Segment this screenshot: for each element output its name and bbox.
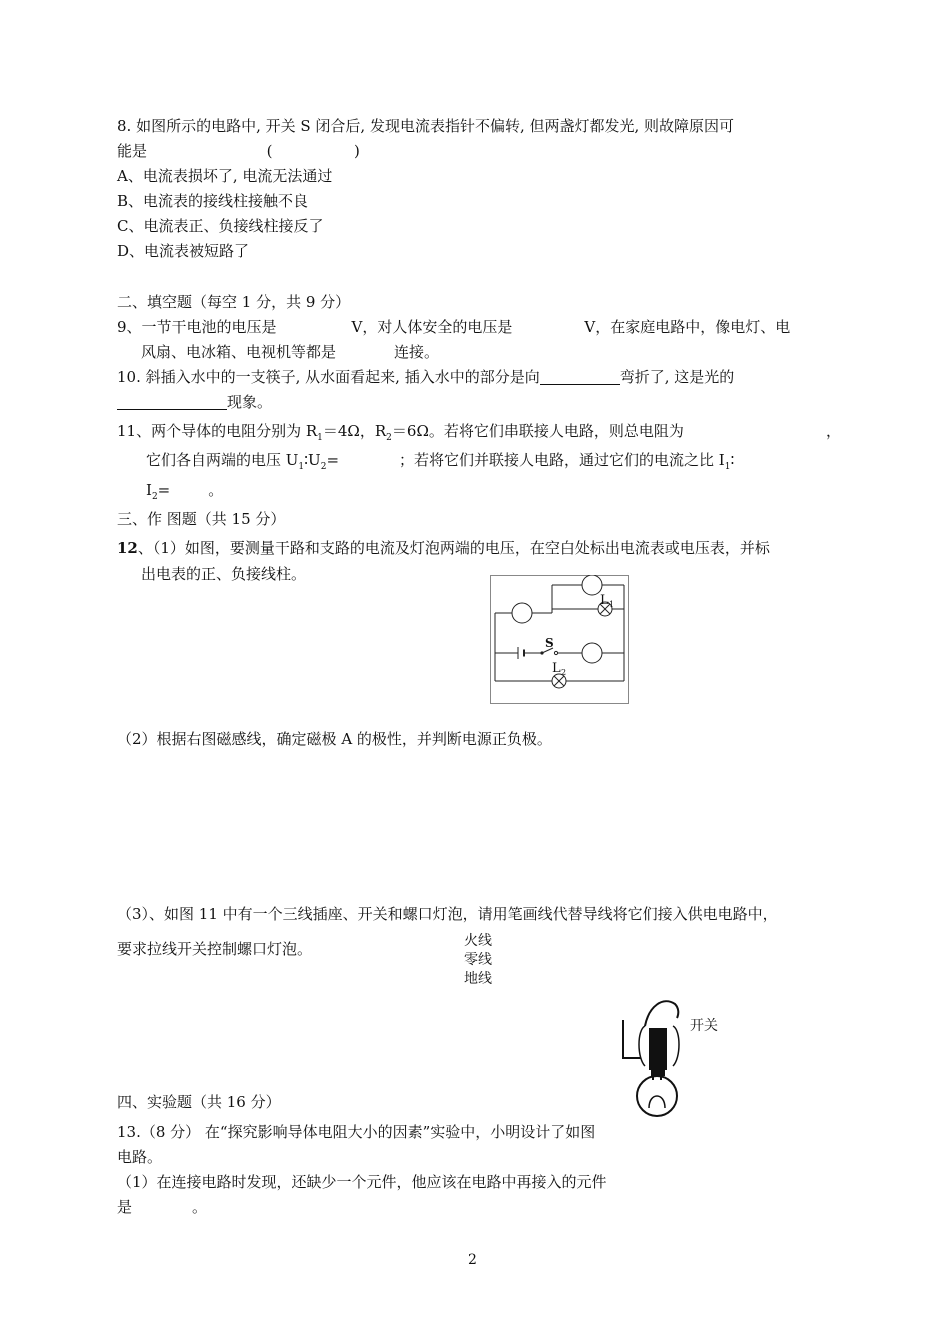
q13-line1: 13.（8 分） 在“探究影响导体电阻大小的因素”实验中，小明设计了如图: [117, 1123, 596, 1141]
meter-blank-middle[interactable]: [582, 643, 602, 663]
q12-line2: 出电表的正、负接线柱。: [141, 565, 307, 583]
q8-option-d: D、电流表被短路了: [117, 242, 250, 260]
q11-line3: $I_2=$ 。: [146, 481, 224, 502]
meter-blank-top[interactable]: [582, 575, 602, 595]
q12-part2: （2）根据右图磁感线，确定磁极 A 的极性，并判断电源正负极。: [117, 730, 552, 748]
q13-line3: （1）在连接电路时发现，还缺少一个元件，他应该在电路中再接入的元件: [117, 1173, 607, 1191]
q12-line1: 12、（1）如图，要测量干路和支路的电流及灯泡两端的电压，在空白处标出电流表或电压表，并标: [117, 539, 770, 557]
section3-title: 三、作 图题（共 15 分）: [117, 510, 286, 528]
q10-blank-1[interactable]: [540, 368, 620, 385]
wire-label-ground: 地线: [464, 971, 492, 987]
q9-line1: 9、一节干电池的电压是 V，对人体安全的电压是 V，在家庭电路中，像电灯、电: [117, 318, 791, 336]
q8-line1: 8. 如图所示的电路中, 开关 S 闭合后, 发现电流表指针不偏转, 但两盏灯都发光, 则故障原因可: [117, 117, 735, 135]
q12-part3-line2: 要求拉线开关控制螺口灯泡。: [117, 940, 313, 958]
q10-blank-2[interactable]: [117, 393, 227, 410]
switch-body-icon: [649, 1028, 667, 1070]
meter-blank-main[interactable]: [512, 603, 532, 623]
label-l1-sub: 1: [609, 600, 615, 609]
circuit-diagram: [490, 575, 630, 705]
q11-line2: 它们各自两端的电压 $U_1∶U_2=$ ；若将它们并联接人电路，通过它们的电流之比 $I_1∶$: [146, 451, 735, 472]
section2-title: 二、填空题（每空 1 分，共 9 分）: [117, 293, 351, 311]
q8-option-a: A、电流表损坏了, 电流无法通过: [117, 167, 333, 185]
label-l1: L: [600, 593, 609, 608]
q12-part3-line1: （3）、如图 11 中有一个三线插座、开关和螺口灯泡，请用笔画线代替导线将它们接入供电电路中，: [117, 905, 778, 923]
label-l2-sub: 2: [561, 668, 567, 677]
q8-option-c: C、电流表正、负接线柱接反了: [117, 217, 324, 235]
q8-option-b: B、电流表的接线柱接触不良: [117, 192, 309, 210]
page-number: 2: [468, 1252, 477, 1268]
q13-line4: 是 。: [117, 1198, 208, 1216]
q10-line2: 现象。: [117, 392, 272, 412]
wire-label-live: 火线: [464, 933, 492, 949]
q10-line1: 10. 斜插入水中的一支筷子, 从水面看起来, 插入水中的部分是向 弯折了, 这是光的: [117, 368, 735, 386]
pull-cord-icon: [645, 1001, 678, 1026]
label-l2: L: [552, 661, 561, 676]
q11-comma: ，: [826, 422, 842, 440]
q13-line2: 电路。: [117, 1148, 163, 1166]
q11-line1: 11、两个导体的电阻分别为 $R_1=4\Omega$，$R_2=6\Omega$。若将它们串联接人电路，则总电阻为: [117, 422, 684, 443]
wire-label-neutral: 零线: [464, 952, 492, 968]
switch-bulb-figure: [615, 996, 695, 1122]
section4-title: 四、实验题（共 16 分）: [117, 1093, 281, 1111]
label-s: S: [545, 636, 554, 650]
switch-label: 开关: [690, 1018, 718, 1034]
switch-pivot: [540, 651, 543, 654]
bracket-wire: [623, 1020, 641, 1058]
q9-line2: 风扇、电冰箱、电视机等都是 连接。: [141, 343, 440, 361]
q8-line2: 能是 ( ): [117, 142, 360, 160]
switch-contact: [554, 651, 557, 654]
